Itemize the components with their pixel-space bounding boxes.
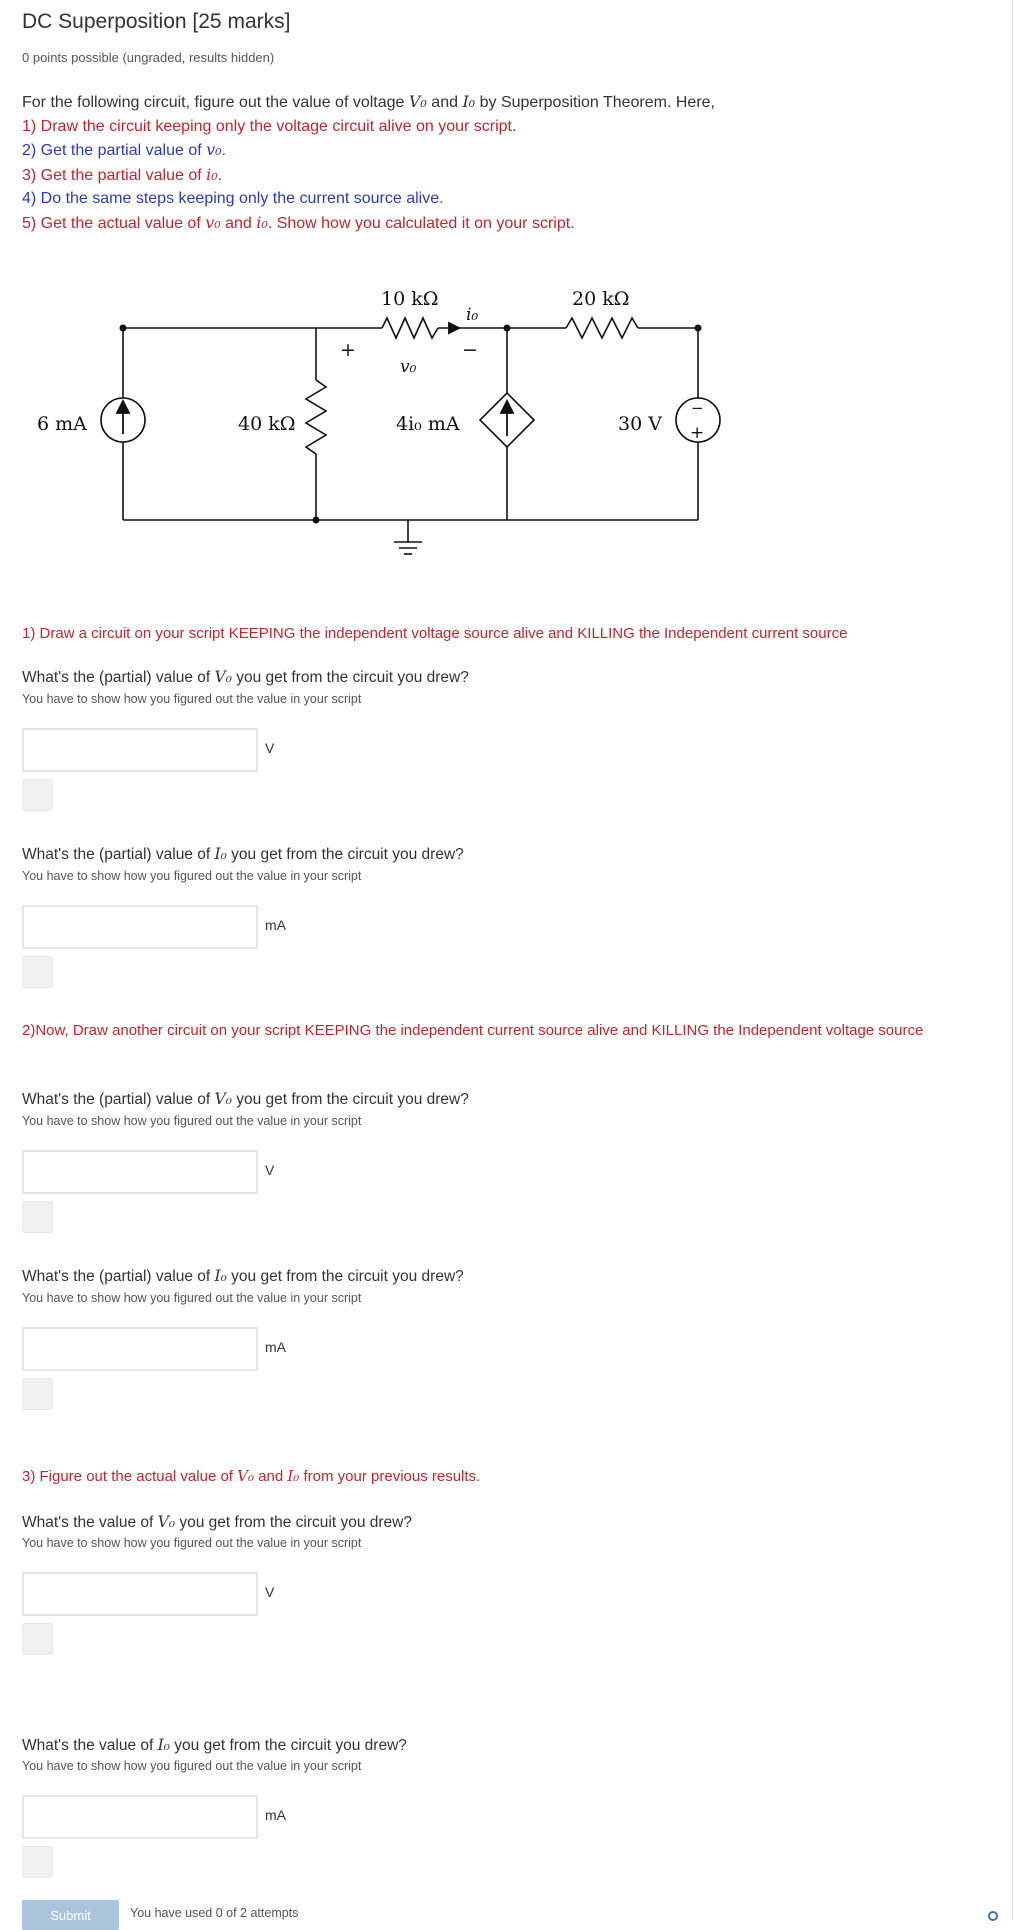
intro-step-1: 1) Draw the circuit keeping only the voltage circuit alive on your script. xyxy=(22,117,517,135)
intro-step-4: 4) Do the same steps keeping only the current source alive. xyxy=(22,190,444,207)
vsrc-minus-sign: − xyxy=(691,399,704,417)
node-dot xyxy=(695,325,702,332)
problem-instructions xyxy=(22,90,715,235)
intro-step-5: 5) Get the actual value of v₀ and i₀. Show how you calculated it on your script. xyxy=(22,212,575,232)
submit-button[interactable]: Submit xyxy=(22,1900,119,1930)
check-button[interactable] xyxy=(22,779,53,811)
label-10k: 10 kΩ xyxy=(381,288,439,310)
label-io: i₀ xyxy=(466,305,479,325)
vsrc-plus-sign: + xyxy=(690,423,705,443)
unit-label-ma: mA xyxy=(265,1807,286,1823)
answer-input-3-v0[interactable] xyxy=(22,1572,258,1616)
problem-title: DC Superposition [25 marks] xyxy=(22,10,291,33)
question-3-i0-hint: You have to show how you figured out the value in your script xyxy=(22,1759,362,1773)
question-3-i0: What's the value of I₀ you get from the circuit you drew? xyxy=(22,1736,407,1754)
question-2-i0: What's the (partial) value of I₀ you get from the circuit you drew? xyxy=(22,1267,464,1285)
check-button[interactable] xyxy=(22,1201,53,1233)
points-status: 0 points possible (ungraded, results hidden) xyxy=(22,50,275,65)
vo-minus-sign: − xyxy=(462,339,478,361)
label-30v: 30 V xyxy=(618,413,662,435)
question-1-v0: What's the (partial) value of V₀ you get from the circuit you drew? xyxy=(22,668,469,686)
label-dependent: 4i₀ mA xyxy=(396,413,460,435)
section-3-heading: 3) Figure out the actual value of V₀ and I₀ from your previous results. xyxy=(22,1467,481,1485)
i0-symbol: I₀ xyxy=(462,92,476,111)
unit-label-v: V xyxy=(265,740,275,756)
check-button[interactable] xyxy=(22,956,53,988)
unit-label-v: V xyxy=(265,1584,275,1600)
attempts-counter: You have used 0 of 2 attempts xyxy=(130,1906,299,1920)
answer-input-2-i0[interactable] xyxy=(22,1327,258,1371)
answer-input-2-v0[interactable] xyxy=(22,1150,258,1194)
label-6ma: 6 mA xyxy=(37,413,87,435)
question-2-v0-hint: You have to show how you figured out the value in your script xyxy=(22,1114,362,1128)
label-20k: 20 kΩ xyxy=(572,288,630,310)
intro-step-3: 3) Get the partial value of i₀. xyxy=(22,164,223,184)
intro-lead: For the following circuit, figure out the value of voltage V₀ and I₀ by Superposition Theorem. Here, xyxy=(22,92,715,111)
current-source-arrow-icon xyxy=(117,401,129,413)
io-arrow-icon xyxy=(449,323,459,333)
answer-input-1-i0[interactable] xyxy=(22,905,258,949)
dependent-source-arrow-icon xyxy=(501,401,513,413)
unit-label-ma: mA xyxy=(265,917,286,933)
label-vo: v₀ xyxy=(400,357,417,377)
question-1-i0-hint: You have to show how you figured out the value in your script xyxy=(22,869,362,883)
intro-step-2: 2) Get the partial value of v₀. xyxy=(22,140,227,159)
unit-label-ma: mA xyxy=(265,1339,286,1355)
answer-input-3-i0[interactable] xyxy=(22,1795,258,1839)
resistor-20k-symbol xyxy=(566,318,638,338)
node-dot xyxy=(504,325,511,332)
check-button[interactable] xyxy=(22,1378,53,1410)
node-dot xyxy=(120,325,127,332)
question-2-i0-hint: You have to show how you figured out the value in your script xyxy=(22,1291,362,1305)
question-3-v0: What's the value of V₀ you get from the circuit you drew? xyxy=(22,1513,412,1531)
section-1-heading: 1) Draw a circuit on your script KEEPING the independent voltage source alive and KILLING the Independent current source xyxy=(22,625,848,642)
resistor-10k-symbol xyxy=(382,318,438,338)
question-1-i0: What's the (partial) value of I₀ you get from the circuit you drew? xyxy=(22,845,464,863)
resistor-40k-symbol xyxy=(306,380,326,454)
circuit-diagram xyxy=(0,270,760,570)
unit-label-v: V xyxy=(265,1162,275,1178)
answer-input-1-v0[interactable] xyxy=(22,728,258,772)
section-2-heading: 2)Now, Draw another circuit on your script KEEPING the independent current source alive and KILLING the Independent voltage source xyxy=(22,1022,924,1039)
vo-plus-sign: + xyxy=(340,339,356,361)
check-button[interactable] xyxy=(22,1846,53,1878)
question-3-v0-hint: You have to show how you figured out the value in your script xyxy=(22,1536,362,1550)
question-2-v0: What's the (partial) value of V₀ you get from the circuit you drew? xyxy=(22,1090,469,1108)
v0-symbol: V₀ xyxy=(408,92,427,111)
check-button[interactable] xyxy=(22,1623,53,1655)
node-dot xyxy=(313,517,320,524)
label-40k: 40 kΩ xyxy=(238,413,296,435)
question-1-v0-hint: You have to show how you figured out the value in your script xyxy=(22,692,362,706)
